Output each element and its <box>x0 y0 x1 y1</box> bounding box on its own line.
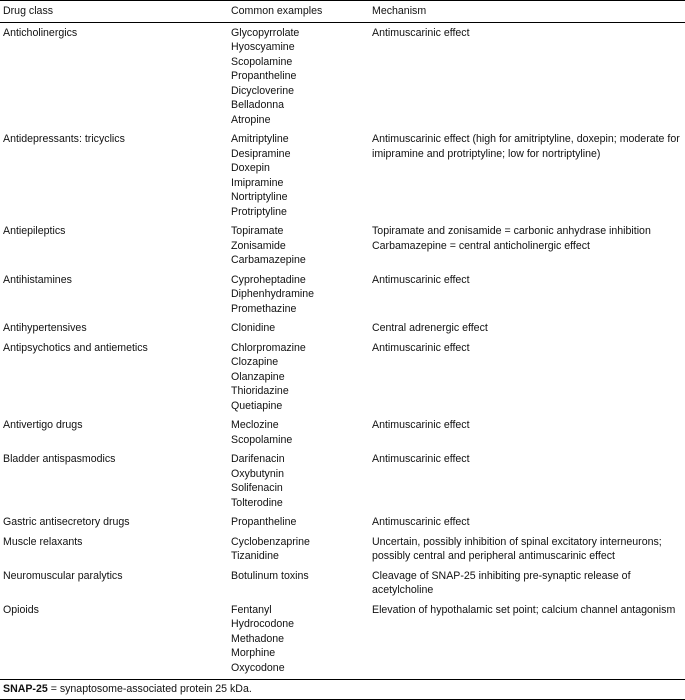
drug-example: Chlorpromazine <box>231 341 306 354</box>
drug-class-cell: Muscle relaxants <box>3 535 83 548</box>
common-examples-cell <box>228 318 369 338</box>
mechanism-text: Elevation of hypothalamic set point; calcium channel antagonism <box>372 603 676 616</box>
mechanism-text: Antimuscarinic effect <box>372 26 470 39</box>
footnote-abbreviation: SNAP-25 <box>3 683 48 695</box>
drug-example: Scopolamine <box>231 55 293 68</box>
drug-class-cell: Antiepileptics <box>3 225 66 237</box>
common-examples-cell <box>228 600 369 680</box>
drug-example: Cyproheptadine <box>231 273 306 286</box>
mechanism-text: Antimuscarinic effect <box>372 273 470 286</box>
mechanism-cell <box>369 318 685 338</box>
drug-example: Hydrocodone <box>231 618 295 630</box>
mechanism-cell <box>369 512 685 532</box>
drug-example: Amitriptyline <box>231 133 289 145</box>
drug-class-cell: Antidepressants: tricyclics <box>3 133 125 145</box>
drug-example: Diphenhydramine <box>231 288 315 300</box>
header-row <box>0 1 685 23</box>
drug-example: Tizanidine <box>231 550 279 562</box>
mechanism-text: Cleavage of SNAP-25 inhibiting pre-synaptic release of acetylcholine <box>372 569 631 596</box>
drug-example: Desipramine <box>231 147 291 160</box>
drug-example: Propantheline <box>231 70 297 82</box>
footnote <box>0 679 685 700</box>
common-examples-cell <box>228 512 369 532</box>
table-row <box>0 600 685 680</box>
table-row <box>0 129 685 221</box>
mechanism-text: Antimuscarinic effect <box>372 419 470 431</box>
header-common-examples: Common examples <box>228 1 369 23</box>
mechanism-text: Antimuscarinic effect <box>372 453 470 465</box>
common-examples-cell <box>228 449 369 512</box>
drug-example: Thioridazine <box>231 385 289 397</box>
mechanism-cell <box>369 600 685 680</box>
header-mechanism: Mechanism <box>369 1 685 23</box>
mechanism-text: Topiramate and zonisamide = carbonic anhydrase inhibition <box>372 225 651 237</box>
mechanism-cell <box>369 221 685 270</box>
common-examples-cell <box>228 221 369 270</box>
drug-class-cell: Bladder antispasmodics <box>3 453 116 465</box>
header-drug-class: Drug class <box>0 1 228 23</box>
drug-class-cell: Antihypertensives <box>3 322 87 334</box>
drug-example: Dicycloverine <box>231 84 294 97</box>
drug-class-cell: Neuromuscular paralytics <box>3 569 123 582</box>
drug-class-cell: Antivertigo drugs <box>3 419 83 431</box>
drug-class-cell: Anticholinergics <box>3 26 78 39</box>
mechanism-cell <box>369 270 685 319</box>
mechanism-cell <box>369 566 685 600</box>
table-row <box>0 318 685 338</box>
drug-example: Nortriptyline <box>231 191 288 203</box>
table-body <box>0 22 685 679</box>
mechanism-text: Central adrenergic effect <box>372 322 488 334</box>
drug-example: Atropine <box>231 113 271 126</box>
drug-example: Promethazine <box>231 302 297 315</box>
drug-example: Olanzapine <box>231 370 285 383</box>
table-row <box>0 566 685 600</box>
drug-example: Quetiapine <box>231 399 283 412</box>
common-examples-cell <box>228 22 369 129</box>
drug-example: Clonidine <box>231 322 276 334</box>
drug-example: Topiramate <box>231 225 284 237</box>
drug-example: Cyclobenzaprine <box>231 535 310 548</box>
drug-example: Oxycodone <box>231 661 285 674</box>
table-row <box>0 532 685 566</box>
mechanism-text: Uncertain, possibly inhibition of spinal excitatory interneurons; possibly central and peripheral antimuscarinic effect <box>372 535 662 562</box>
footnote-text: = synaptosome-associated protein 25 kDa. <box>47 683 252 695</box>
drug-example: Doxepin <box>231 162 270 174</box>
common-examples-cell <box>228 129 369 221</box>
drug-example: Imipramine <box>231 176 284 189</box>
table-row <box>0 449 685 512</box>
mechanism-cell <box>369 532 685 566</box>
drug-example: Methadone <box>231 632 285 645</box>
drug-example: Hyoscyamine <box>231 41 295 53</box>
drug-example: Oxybutynin <box>231 467 284 480</box>
drug-example: Zonisamide <box>231 239 286 252</box>
common-examples-cell <box>228 415 369 449</box>
drug-example: Fentanyl <box>231 603 272 616</box>
drug-class-cell: Opioids <box>3 603 39 616</box>
table-row <box>0 338 685 416</box>
drug-example: Tolterodine <box>231 496 283 509</box>
mechanism-text: Antimuscarinic effect <box>372 516 470 528</box>
mechanism-text: Antimuscarinic effect <box>372 341 470 354</box>
drug-class-cell: Antipsychotics and antiemetics <box>3 341 148 354</box>
drug-example: Belladonna <box>231 99 285 111</box>
common-examples-cell <box>228 566 369 600</box>
table-row <box>0 22 685 129</box>
drug-example: Carbamazepine <box>231 254 306 266</box>
drug-example: Botulinum toxins <box>231 569 309 582</box>
mechanism-cell <box>369 449 685 512</box>
mechanism-text: Carbamazepine = central anticholinergic effect <box>372 239 590 252</box>
mechanism-cell <box>369 338 685 416</box>
common-examples-cell <box>228 270 369 319</box>
drug-example: Morphine <box>231 647 276 659</box>
drug-example: Meclozine <box>231 419 279 431</box>
mechanism-cell <box>369 22 685 129</box>
drug-example: Darifenacin <box>231 453 285 465</box>
drug-class-cell: Gastric antisecretory drugs <box>3 516 130 528</box>
drug-example: Glycopyrrolate <box>231 26 300 39</box>
mechanism-cell <box>369 415 685 449</box>
drug-example: Clozapine <box>231 356 279 368</box>
common-examples-cell <box>228 338 369 416</box>
table-row <box>0 270 685 319</box>
common-examples-cell <box>228 532 369 566</box>
mechanism-text: Antimuscarinic effect (high for amitriptyline, doxepin; moderate for imipramine and protriptyline; low for nortriptyline) <box>372 133 680 160</box>
drug-example: Scopolamine <box>231 433 293 446</box>
drug-class-cell: Antihistamines <box>3 273 72 286</box>
table-row <box>0 512 685 532</box>
table-row <box>0 415 685 449</box>
mechanism-cell <box>369 129 685 221</box>
drug-example: Protriptyline <box>231 205 287 218</box>
table-row <box>0 221 685 270</box>
drug-example: Solifenacin <box>231 482 283 494</box>
drug-example: Propantheline <box>231 516 297 528</box>
